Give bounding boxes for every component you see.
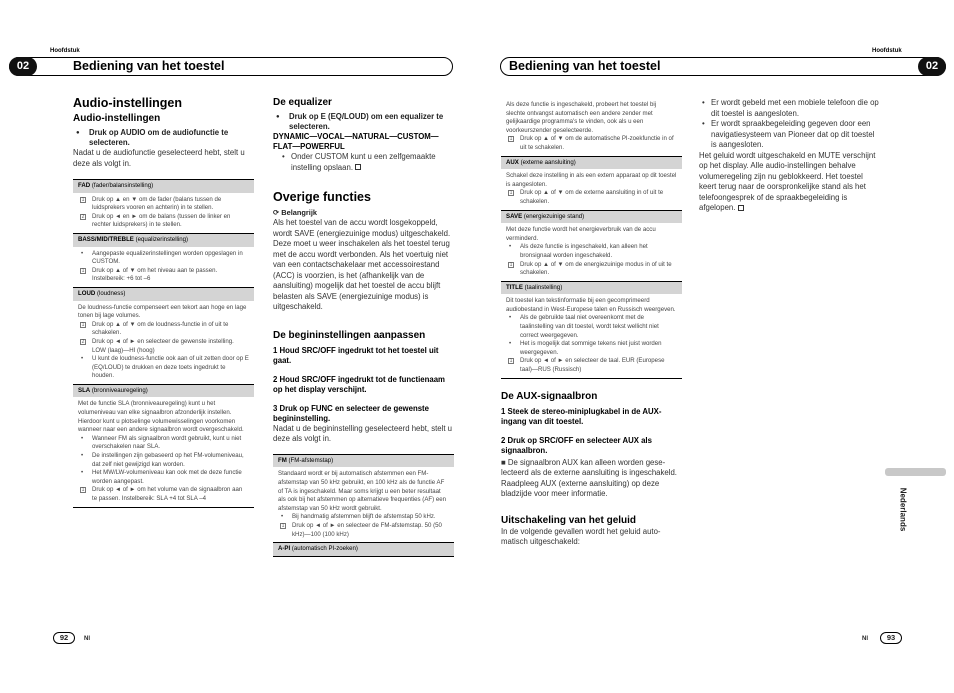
table-header-save: SAVE (energiezuinige stand): [501, 211, 682, 224]
table-row: Dit toestel kan tekstinformatie bij een gecomprimeerd audiobestand in West-Europese talen en Russisch weergeven. • Als de gebruikte taal niet overeenkomt met de taalinstelling van dit toestel, wordt tekst wellicht niet correct weergegeven. • Het is mogelijk dat sommige tekens niet juist worden weergegeven. 1 Druk op ◄ of ► en selecteer de taal. EUR (Europese taal)—RUS (Russisch): [506, 297, 676, 374]
left-column-1: [73, 96, 254, 508]
table-row: Met de functie SLA (bronniveauregeling) kunt u het volumeniveau van elke signaalbron afzonderlijk instellen. Hierdoor kunt u plotselinge volumewisselingen voorkomen wanneer naar een andere signaalbron wordt overgeschakeld. • Wanneer FM als signaalbron wordt gebruikt, kunt u niet overschakelen naar SLA. • De instellingen zijn gebaseerd op het FM-volumeniveau, dat zelf niet gewijzigd kan worden. • Het MW/LW-volumeniveau kan ook met de deze functie worden aangepast. 1 Druk op ◄ of ► om het volume van de signaalbron aan te passen. Instelbereik: SLA +4 tot SLA –4: [78, 400, 244, 502]
table-header-title: TITLE (taalinstelling): [501, 282, 682, 295]
right-column-1: [501, 98, 682, 548]
table-row: Met deze functie wordt het energieverbruik van de accu verminderd. • Als deze functie is ingeschakeld, kan alleen het bronsignaal worden ingeschakeld. 1 Druk op ▲ of ▼ om de energiezuinige modus in of uit te schakelen.: [501, 223, 682, 282]
aux-step-1: 1 Steek de stereo-miniplugkabel in de AUX-ingang van dit toestel.: [501, 406, 662, 426]
aux-step-2: 2 Druk op SRC/OFF en selecteer AUX als signaalbron.: [501, 435, 652, 455]
table-header-sla: SLA (bronniveauregeling): [73, 385, 254, 398]
page-title-left: Bediening van het toestel: [73, 59, 225, 73]
important-icon: ⟳: [273, 208, 280, 217]
table-header-bass: BASS/MID/TREBLE (equalizerinstelling): [73, 234, 254, 247]
table-header-aux: AUX (externe aansluiting): [501, 157, 682, 170]
section-heading: Audio-instellingen: [73, 96, 183, 110]
initial-settings-text: Nadat u de begininstelling geselecteerd hebt, stelt u deze als volgt in.: [273, 423, 453, 444]
table-row: • Aangepaste equalizerinstellingen worden opgeslagen in CUSTOM. 1 Druk op ▲ of ▼ om het niveau aan te passen. Instelbereik: +6 tot –6: [73, 247, 254, 288]
chapter-label-right: Hoofdstuk: [872, 48, 902, 54]
table-row: Als deze functie is ingeschakeld, probeert het toestel bij slechte ontvangst automatisch een andere zender met gelijkaardige programma's te vinden, ook als u een voorkeurszender geselecteerde. 1 Druk op ▲ of ▼ om de automatische PI-zoekfunctie in of uit te schakelen.: [501, 98, 682, 157]
mute-case-1: • Er wordt gebeld met een mobiele telefoon die op dit toestel is aangesloten.: [699, 98, 880, 119]
table-row: Standaard wordt er bij automatisch afstemmen een FM-afstemstap van 50 kHz gebruikt, en 100 kHz als de functie AF of TA is ingeschakeld. Maar soms krijgt u een beter resultaat als ook bij het afstemmen op alternatieve frequenties (AF) een afstemstap van 50 kHz wordt gebruikt. • Bij handmatig afstemmen blijft de afstemstap 50 kHz. 1 Druk op ◄ of ► en selecteer de FM-afstemstap. 50 (50 kHz)—100 (100 kHz): [273, 467, 454, 543]
settings-table: [501, 98, 682, 379]
subheading: Audio-instellingen: [73, 113, 161, 124]
mute-heading: Uitschakeling van het geluid: [501, 514, 637, 526]
initial-settings-heading: De begininstellingen aanpassen: [273, 329, 426, 341]
side-tab-bar: [885, 468, 946, 476]
page-title-right: Bediening van het toestel: [509, 59, 661, 73]
step-3: 3 Druk op FUNC en selecteer de gewenste begininstelling.: [273, 403, 429, 423]
equalizer-heading: De equalizer: [273, 97, 332, 108]
language-tab: Nederlands: [898, 487, 908, 532]
table-header-fm: FM (FM-afstemstap): [273, 455, 454, 468]
chapter-number-left: 02: [9, 57, 37, 76]
table-header-loud: LOUD (loudness): [73, 288, 254, 301]
other-functions-text: Als het toestel van de accu wordt losgekoppeld, wordt SAVE (energiezuinige modus) uitgeschakeld. Deze moet u weer inschakelen als het toestel terug met de accu wordt verbonden. Als het voertuig niet van een contactschakelaar met accessoirestand (ACC) is voorzien, is het (afhankelijk van de aansluiting) mogelijk dat het toestel de accu blijft belasten als SAVE (energiezuinige modus) is uitgeschakeld.: [273, 218, 451, 312]
settings-table: [273, 454, 454, 557]
settings-table: [73, 179, 254, 508]
language-code-right: Nl: [862, 636, 868, 642]
chapter-number-right: 02: [918, 57, 946, 76]
end-mark-icon: [738, 205, 744, 211]
table-row: Schakel deze instelling in als een extern apparaat op dit toestel is aangesloten. 1 Druk op ▲ of ▼ om de externe aansluiting in of uit te schakelen.: [501, 169, 682, 210]
language-code-left: Nl: [84, 636, 90, 642]
intro-text: Nadat u de audiofunctie geselecteerd hebt, stelt u deze als volgt in.: [73, 148, 245, 168]
step-2: 2 Houd SRC/OFF ingedrukt tot de functienaam op het display verschijnt.: [273, 374, 445, 394]
left-column-2: [273, 96, 454, 557]
important-note: ⟳ Belangrijk: [273, 208, 317, 217]
mute-text: In de volgende gevallen wordt het geluid automatisch uitgeschakeld:: [501, 526, 661, 547]
mute-case-2: • Er wordt spraakbegeleiding gegeven door een navigatiesysteem van Pioneer dat op dit toestel is aangesloten.: [699, 119, 880, 151]
mute-description: Het geluid wordt uitgeschakeld en MUTE verschijnt op het display. Alle audio-instellingen behalve volumeregeling zijn nu geblokkeerd. Het toestel keert terug naar de oorspronkelijke stand als het telefoongesprek of de spraakbegeleiding is afgelopen.: [699, 150, 876, 212]
step-1: 1 Houd SRC/OFF ingedrukt tot het toestel uit gaat.: [273, 345, 439, 365]
aux-text: ■ De signaalbron AUX kan alleen worden geselecteerd als de externe aansluiting is ingeschakeld. Raadpleeg AUX (externe aansluiting) op deze bladzijde voor meer informatie.: [501, 457, 677, 499]
table-header-api: A-PI (automatisch PI-zoeken): [273, 543, 454, 556]
page-number-right: 93: [880, 632, 902, 644]
chapter-label-left: Hoofdstuk: [50, 48, 80, 54]
instruction-bullet: ● Druk op AUDIO om de audiofunctie te selecteren.: [73, 128, 254, 148]
end-mark-icon: [355, 164, 361, 170]
equalizer-sequence: DYNAMIC—VOCAL—NATURAL—CUSTOM—FLAT—POWERFUL: [273, 132, 439, 151]
equalizer-instruction: ● Druk op E (EQ/LOUD) om een equalizer te selecteren.: [273, 112, 454, 132]
table-header-fad: FAD (fader/balansinstelling): [73, 180, 254, 193]
table-row: De loudness-functie compenseert een tekort aan hoge en lage tonen bij lage volumes. 1 Druk op ▲ of ▼ om de loudness-functie in of uit te schakelen. 2 Druk op ◄ of ► en selecteer de gewenste instelling. LOW (laag)—HI (hoog) • U kunt de loudness-functie ook aan of uit zetten door op E (EQ/LOUD) te drukken en deze toets ingedrukt te houden.: [73, 301, 254, 385]
table-row: 1 Druk op ▲ en ▼ om de fader (balans tussen de luidsprekers vooren en achterin) in te stellen. 2 Druk op ◄ en ► om de balans (tussen de linker en rechter luidsprekers) in te stellen.: [73, 193, 254, 234]
other-functions-heading: Overige functies: [273, 190, 371, 204]
header-bar-right: [500, 57, 946, 76]
equalizer-note: • Onder CUSTOM kunt u een zelfgemaakte instelling opslaan.: [279, 152, 454, 173]
header-bar-left: [9, 57, 453, 76]
right-column-2: [699, 98, 880, 214]
aux-heading: De AUX-signaalbron: [501, 390, 598, 402]
page-number-left: 92: [53, 632, 75, 644]
